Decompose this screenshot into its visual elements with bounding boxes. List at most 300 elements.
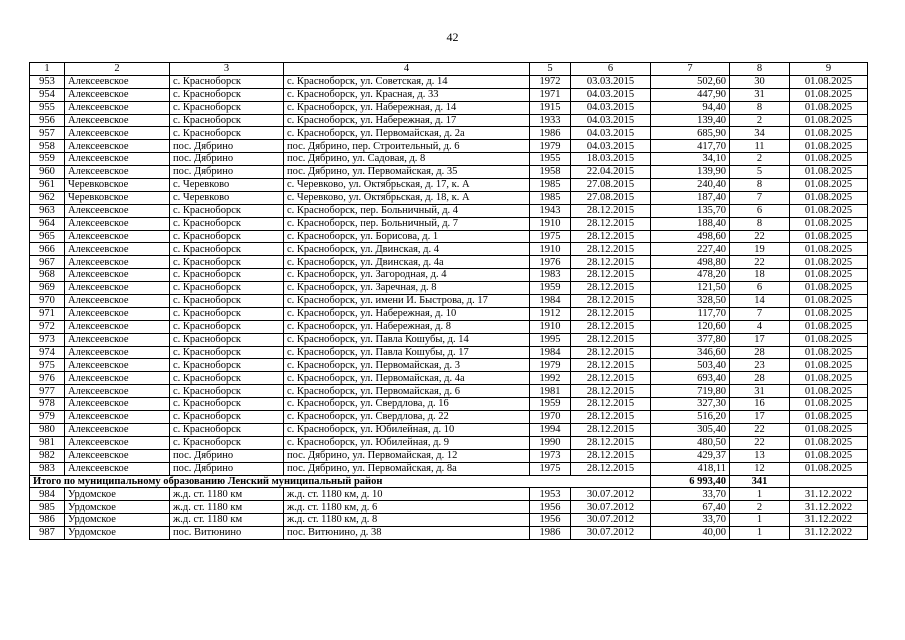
table-row	[30, 527, 868, 540]
column-number-cell: 3	[170, 63, 284, 76]
table-cell: пос. Витюнино, д. 38	[284, 527, 530, 540]
table-cell: с. Красноборск, ул. Набережная, д. 10	[284, 307, 530, 320]
table-cell: 01.08.2025	[790, 140, 868, 153]
table-cell: 418,11	[651, 462, 730, 475]
table-cell: 1995	[530, 333, 571, 346]
table-cell: 377,80	[651, 333, 730, 346]
column-number-cell: 8	[730, 63, 790, 76]
table-cell: с. Красноборск, ул. Заречная, д. 8	[284, 282, 530, 295]
table-cell: 1973	[530, 449, 571, 462]
table-cell: пос. Дябрино	[170, 166, 284, 179]
table-cell: 01.08.2025	[790, 436, 868, 449]
table-cell: Алексеевское	[65, 101, 170, 114]
table-cell: 480,50	[651, 436, 730, 449]
table-cell: 23	[730, 359, 790, 372]
table-cell: с. Красноборск, ул. Набережная, д. 14	[284, 101, 530, 114]
table-cell: 1971	[530, 88, 571, 101]
table-cell: с. Красноборск, ул. Первомайская, д. 4а	[284, 372, 530, 385]
table-cell: 01.08.2025	[790, 282, 868, 295]
table-cell: с. Красноборск	[170, 230, 284, 243]
housing-table	[29, 62, 868, 540]
table-row	[30, 127, 868, 140]
table-cell: Алексеевское	[65, 282, 170, 295]
table-cell: 2	[730, 153, 790, 166]
table-cell: 2	[730, 501, 790, 514]
table-row	[30, 217, 868, 230]
table-cell: 1958	[530, 166, 571, 179]
table-cell: 1992	[530, 372, 571, 385]
table-cell: 33,70	[651, 514, 730, 527]
table-cell: 693,40	[651, 372, 730, 385]
table-cell: 962	[30, 191, 65, 204]
table-cell: 22	[730, 256, 790, 269]
table-row	[30, 230, 868, 243]
table-cell: 28.12.2015	[571, 436, 651, 449]
table-cell: 12	[730, 462, 790, 475]
table-cell: 31	[730, 385, 790, 398]
table-cell: 67,40	[651, 501, 730, 514]
table-cell: Черевковское	[65, 179, 170, 192]
table-cell: 01.08.2025	[790, 359, 868, 372]
table-cell: 01.08.2025	[790, 346, 868, 359]
table-cell: Урдомское	[65, 514, 170, 527]
table-cell: 1975	[530, 462, 571, 475]
table-cell: 01.08.2025	[790, 230, 868, 243]
table-cell: 01.08.2025	[790, 423, 868, 436]
table-cell: 30.07.2012	[571, 488, 651, 501]
table-cell: 447,90	[651, 88, 730, 101]
table-cell: 01.08.2025	[790, 75, 868, 88]
table-cell: 1910	[530, 320, 571, 333]
table-cell: пос. Дябрино, ул. Первомайская, д. 8а	[284, 462, 530, 475]
table-cell: 28.12.2015	[571, 462, 651, 475]
table-cell: с. Красноборск, ул. Набережная, д. 17	[284, 114, 530, 127]
table-cell: 966	[30, 243, 65, 256]
table-cell: 346,60	[651, 346, 730, 359]
table-cell: 01.08.2025	[790, 411, 868, 424]
table-cell: 30.07.2012	[571, 527, 651, 540]
table-cell: 04.03.2015	[571, 114, 651, 127]
table-cell: Алексеевское	[65, 333, 170, 346]
table-cell: 135,70	[651, 204, 730, 217]
table-cell: 1955	[530, 153, 571, 166]
table-cell: 1956	[530, 501, 571, 514]
table-cell: 956	[30, 114, 65, 127]
table-cell: 8	[730, 217, 790, 230]
table-cell: Алексеевское	[65, 449, 170, 462]
table-cell: 34,10	[651, 153, 730, 166]
table-cell: 1972	[530, 75, 571, 88]
table-cell: пос. Дябрино	[170, 140, 284, 153]
table-cell: 13	[730, 449, 790, 462]
table-cell: 960	[30, 166, 65, 179]
table-cell: 5	[730, 166, 790, 179]
table-cell: 8	[730, 179, 790, 192]
table-cell: 1986	[530, 527, 571, 540]
table-cell: 985	[30, 501, 65, 514]
table-cell: 01.08.2025	[790, 243, 868, 256]
table-cell: 28	[730, 346, 790, 359]
table-cell: пос. Дябрино	[170, 462, 284, 475]
table-cell: 31	[730, 88, 790, 101]
table-cell: 4	[730, 320, 790, 333]
table-cell: Алексеевское	[65, 204, 170, 217]
table-cell: 117,70	[651, 307, 730, 320]
table-cell: с. Красноборск, ул. Первомайская, д. 2а	[284, 127, 530, 140]
table-cell: 01.08.2025	[790, 398, 868, 411]
table-cell: 1994	[530, 423, 571, 436]
table-cell: 984	[30, 488, 65, 501]
table-cell: 954	[30, 88, 65, 101]
table-cell: 968	[30, 269, 65, 282]
table-cell: 503,40	[651, 359, 730, 372]
total-count: 341	[730, 475, 790, 488]
table-cell: Урдомское	[65, 488, 170, 501]
table-cell: 18	[730, 269, 790, 282]
table-cell: 28.12.2015	[571, 320, 651, 333]
table-cell: пос. Дябрино, ул. Садовая, д. 8	[284, 153, 530, 166]
table-header-row	[30, 63, 868, 76]
table-cell: 1933	[530, 114, 571, 127]
table-cell: 01.08.2025	[790, 320, 868, 333]
table-cell: 31.12.2022	[790, 514, 868, 527]
table-row	[30, 359, 868, 372]
table-cell: Алексеевское	[65, 140, 170, 153]
table-cell: пос. Дябрино, ул. Первомайская, д. 12	[284, 449, 530, 462]
page-number: 42	[446, 30, 459, 44]
table-cell: 1986	[530, 127, 571, 140]
table-cell: 28.12.2015	[571, 230, 651, 243]
table-cell: 1915	[530, 101, 571, 114]
table-cell: 1990	[530, 436, 571, 449]
table-cell: 01.08.2025	[790, 333, 868, 346]
table-cell: Алексеевское	[65, 398, 170, 411]
table-cell: Алексеевское	[65, 269, 170, 282]
table-cell: 11	[730, 140, 790, 153]
table-cell: с. Красноборск	[170, 333, 284, 346]
column-number-cell: 7	[651, 63, 730, 76]
table-cell: 31.12.2022	[790, 527, 868, 540]
table-cell: 978	[30, 398, 65, 411]
table-cell: 980	[30, 423, 65, 436]
table-cell: Алексеевское	[65, 230, 170, 243]
table-cell: Алексеевское	[65, 243, 170, 256]
table-cell: с. Красноборск	[170, 75, 284, 88]
table-cell: 01.08.2025	[790, 166, 868, 179]
table-cell: 139,40	[651, 114, 730, 127]
table-cell: 972	[30, 320, 65, 333]
table-cell: 1959	[530, 398, 571, 411]
table-cell: 16	[730, 398, 790, 411]
table-cell: 1910	[530, 243, 571, 256]
table-cell: 977	[30, 385, 65, 398]
table-cell: 6	[730, 204, 790, 217]
table-cell: с. Красноборск, ул. Загородная, д. 4	[284, 269, 530, 282]
table-row	[30, 269, 868, 282]
table-cell: Алексеевское	[65, 385, 170, 398]
table-cell: 417,70	[651, 140, 730, 153]
table-cell: 30.07.2012	[571, 514, 651, 527]
table-cell: 969	[30, 282, 65, 295]
table-cell: 1	[730, 488, 790, 501]
table-cell: пос. Дябрино	[170, 449, 284, 462]
table-row	[30, 282, 868, 295]
table-cell: 1985	[530, 179, 571, 192]
table-row	[30, 462, 868, 475]
table-cell: 967	[30, 256, 65, 269]
table-cell: 28.12.2015	[571, 217, 651, 230]
table-cell: с. Красноборск, ул. Советская, д. 14	[284, 75, 530, 88]
table-cell: 1953	[530, 488, 571, 501]
table-cell: Урдомское	[65, 501, 170, 514]
table-cell: 28.12.2015	[571, 398, 651, 411]
table-cell: 01.08.2025	[790, 114, 868, 127]
table-cell: 17	[730, 411, 790, 424]
table-cell: 28.12.2015	[571, 333, 651, 346]
table-cell: с. Черевково	[170, 179, 284, 192]
table-row	[30, 295, 868, 308]
table-row	[30, 166, 868, 179]
table-row	[30, 411, 868, 424]
table-cell: 1979	[530, 359, 571, 372]
table-row	[30, 243, 868, 256]
table-cell: ж.д. ст. 1180 км	[170, 488, 284, 501]
table-cell: пос. Дябрино, пер. Строительный, д. 6	[284, 140, 530, 153]
table-cell: 28.12.2015	[571, 385, 651, 398]
table-cell: 1984	[530, 295, 571, 308]
table-cell: Алексеевское	[65, 114, 170, 127]
table-cell: 478,20	[651, 269, 730, 282]
table-row	[30, 320, 868, 333]
table-cell: 01.08.2025	[790, 449, 868, 462]
table-cell: 31.12.2022	[790, 488, 868, 501]
table-cell: 28.12.2015	[571, 243, 651, 256]
table-cell: Алексеевское	[65, 127, 170, 140]
table-cell: с. Красноборск	[170, 101, 284, 114]
table-cell: 28.12.2015	[571, 372, 651, 385]
table-cell: 01.08.2025	[790, 101, 868, 114]
table-cell: 987	[30, 527, 65, 540]
table-cell: ж.д. ст. 1180 км	[170, 514, 284, 527]
table-cell: 28	[730, 372, 790, 385]
table-cell: 973	[30, 333, 65, 346]
table-cell: с. Красноборск	[170, 398, 284, 411]
table-cell: 1981	[530, 385, 571, 398]
table-cell: с. Красноборск, ул. Павла Кошубы, д. 14	[284, 333, 530, 346]
table-cell: 227,40	[651, 243, 730, 256]
table-cell: 1984	[530, 346, 571, 359]
table-row	[30, 436, 868, 449]
table-cell: с. Красноборск	[170, 282, 284, 295]
table-cell: с. Красноборск	[170, 295, 284, 308]
table-cell: 01.08.2025	[790, 153, 868, 166]
table-cell: 188,40	[651, 217, 730, 230]
table-cell: 22	[730, 230, 790, 243]
table-cell: 953	[30, 75, 65, 88]
table-cell: 959	[30, 153, 65, 166]
table-cell: 328,50	[651, 295, 730, 308]
table-cell: Алексеевское	[65, 411, 170, 424]
table-cell: 7	[730, 307, 790, 320]
table-cell: с. Красноборск	[170, 204, 284, 217]
table-row	[30, 307, 868, 320]
table-cell: ж.д. ст. 1180 км, д. 8	[284, 514, 530, 527]
table-cell: 121,50	[651, 282, 730, 295]
table-cell: 1943	[530, 204, 571, 217]
table-cell: 498,60	[651, 230, 730, 243]
table-cell: с. Красноборск	[170, 127, 284, 140]
table-cell: с. Красноборск, ул. Красная, д. 33	[284, 88, 530, 101]
table-cell: 03.03.2015	[571, 75, 651, 88]
table-cell: 7	[730, 191, 790, 204]
table-row	[30, 449, 868, 462]
table-cell: 18.03.2015	[571, 153, 651, 166]
table-cell: Алексеевское	[65, 320, 170, 333]
table-cell: 33,70	[651, 488, 730, 501]
table-cell: 961	[30, 179, 65, 192]
table-cell: с. Черевково, ул. Октябрьская, д. 17, к. А	[284, 179, 530, 192]
table-cell: 6	[730, 282, 790, 295]
table-cell: Алексеевское	[65, 153, 170, 166]
table-cell: Алексеевское	[65, 359, 170, 372]
table-cell: 986	[30, 514, 65, 527]
table-row	[30, 501, 868, 514]
table-cell: с. Красноборск	[170, 436, 284, 449]
table-cell: 01.08.2025	[790, 217, 868, 230]
table-cell: 28.12.2015	[571, 269, 651, 282]
table-cell: ж.д. ст. 1180 км	[170, 501, 284, 514]
table-cell: пос. Дябрино	[170, 153, 284, 166]
column-number-cell: 6	[571, 63, 651, 76]
table-cell: 27.08.2015	[571, 191, 651, 204]
total-empty-cell	[790, 475, 868, 488]
table-row	[30, 514, 868, 527]
table-cell: 01.08.2025	[790, 127, 868, 140]
table-cell: 34	[730, 127, 790, 140]
table-cell: с. Черевково, ул. Октябрьская, д. 18, к. А	[284, 191, 530, 204]
table-cell: 1910	[530, 217, 571, 230]
table-cell: Алексеевское	[65, 217, 170, 230]
table-cell: 01.08.2025	[790, 307, 868, 320]
table-cell: 685,90	[651, 127, 730, 140]
table-cell: 983	[30, 462, 65, 475]
table-cell: Алексеевское	[65, 423, 170, 436]
table-cell: с. Красноборск	[170, 320, 284, 333]
table-cell: 28.12.2015	[571, 204, 651, 217]
table-cell: с. Красноборск, ул. Борисова, д. 1	[284, 230, 530, 243]
table-cell: 28.12.2015	[571, 256, 651, 269]
table-cell: ж.д. ст. 1180 км, д. 10	[284, 488, 530, 501]
column-number-cell: 9	[790, 63, 868, 76]
total-area: 6 993,40	[651, 475, 730, 488]
table-cell: Алексеевское	[65, 75, 170, 88]
table-cell: 187,40	[651, 191, 730, 204]
table-cell: 958	[30, 140, 65, 153]
table-cell: ж.д. ст. 1180 км, д. 6	[284, 501, 530, 514]
table-cell: 516,20	[651, 411, 730, 424]
table-cell: с. Красноборск, ул. Двинская, д. 4а	[284, 256, 530, 269]
table-cell: 28.12.2015	[571, 411, 651, 424]
table-cell: 22.04.2015	[571, 166, 651, 179]
table-cell: 19	[730, 243, 790, 256]
table-cell: с. Красноборск	[170, 359, 284, 372]
table-cell: 305,40	[651, 423, 730, 436]
table-cell: с. Красноборск	[170, 114, 284, 127]
column-number-cell: 5	[530, 63, 571, 76]
table-cell: с. Красноборск, ул. Первомайская, д. 3	[284, 359, 530, 372]
table-row	[30, 256, 868, 269]
table-cell: с. Красноборск, пер. Больничный, д. 7	[284, 217, 530, 230]
table-cell: 1959	[530, 282, 571, 295]
table-cell: Алексеевское	[65, 462, 170, 475]
table-cell: Алексеевское	[65, 436, 170, 449]
table-row	[30, 179, 868, 192]
table-row	[30, 385, 868, 398]
table-cell: 27.08.2015	[571, 179, 651, 192]
table-cell: 01.08.2025	[790, 269, 868, 282]
table-cell: с. Красноборск, ул. Набережная, д. 8	[284, 320, 530, 333]
table-cell: 28.12.2015	[571, 295, 651, 308]
table-cell: с. Красноборск	[170, 269, 284, 282]
table-cell: 28.12.2015	[571, 449, 651, 462]
total-label: Итого по муниципальному образованию Ленский муниципальный район	[30, 475, 651, 488]
table-row	[30, 346, 868, 359]
table-cell: 955	[30, 101, 65, 114]
table-cell: 30	[730, 75, 790, 88]
column-number-cell: 1	[30, 63, 65, 76]
table-row	[30, 423, 868, 436]
table-cell: 1979	[530, 140, 571, 153]
table-cell: 429,37	[651, 449, 730, 462]
table-cell: Алексеевское	[65, 295, 170, 308]
table-row	[30, 204, 868, 217]
table-row	[30, 191, 868, 204]
table-cell: 1912	[530, 307, 571, 320]
table-cell: 14	[730, 295, 790, 308]
table-cell: с. Красноборск	[170, 411, 284, 424]
table-cell: 1985	[530, 191, 571, 204]
table-cell: с. Красноборск	[170, 256, 284, 269]
table-row	[30, 153, 868, 166]
table-cell: 327,30	[651, 398, 730, 411]
table-cell: пос. Дябрино, ул. Первомайская, д. 35	[284, 166, 530, 179]
table-cell: с. Красноборск, ул. имени И. Быстрова, д. 17	[284, 295, 530, 308]
table-cell: 240,40	[651, 179, 730, 192]
table-cell: с. Красноборск	[170, 346, 284, 359]
table-cell: с. Красноборск	[170, 217, 284, 230]
table-cell: 22	[730, 436, 790, 449]
table-cell: 28.12.2015	[571, 307, 651, 320]
table-cell: 1970	[530, 411, 571, 424]
table-cell: 01.08.2025	[790, 462, 868, 475]
table-cell: Алексеевское	[65, 372, 170, 385]
table-cell: 28.12.2015	[571, 359, 651, 372]
table-cell: 01.08.2025	[790, 256, 868, 269]
table-row	[30, 372, 868, 385]
table-cell: 971	[30, 307, 65, 320]
table-cell: 120,60	[651, 320, 730, 333]
table-cell: Алексеевское	[65, 307, 170, 320]
table-cell: с. Красноборск, пер. Больничный, д. 4	[284, 204, 530, 217]
table-row	[30, 114, 868, 127]
table-cell: с. Красноборск	[170, 423, 284, 436]
table-cell: 979	[30, 411, 65, 424]
table-cell: 94,40	[651, 101, 730, 114]
total-row	[30, 475, 868, 488]
table-cell: 01.08.2025	[790, 295, 868, 308]
table-cell: 22	[730, 423, 790, 436]
table-cell: с. Красноборск	[170, 372, 284, 385]
